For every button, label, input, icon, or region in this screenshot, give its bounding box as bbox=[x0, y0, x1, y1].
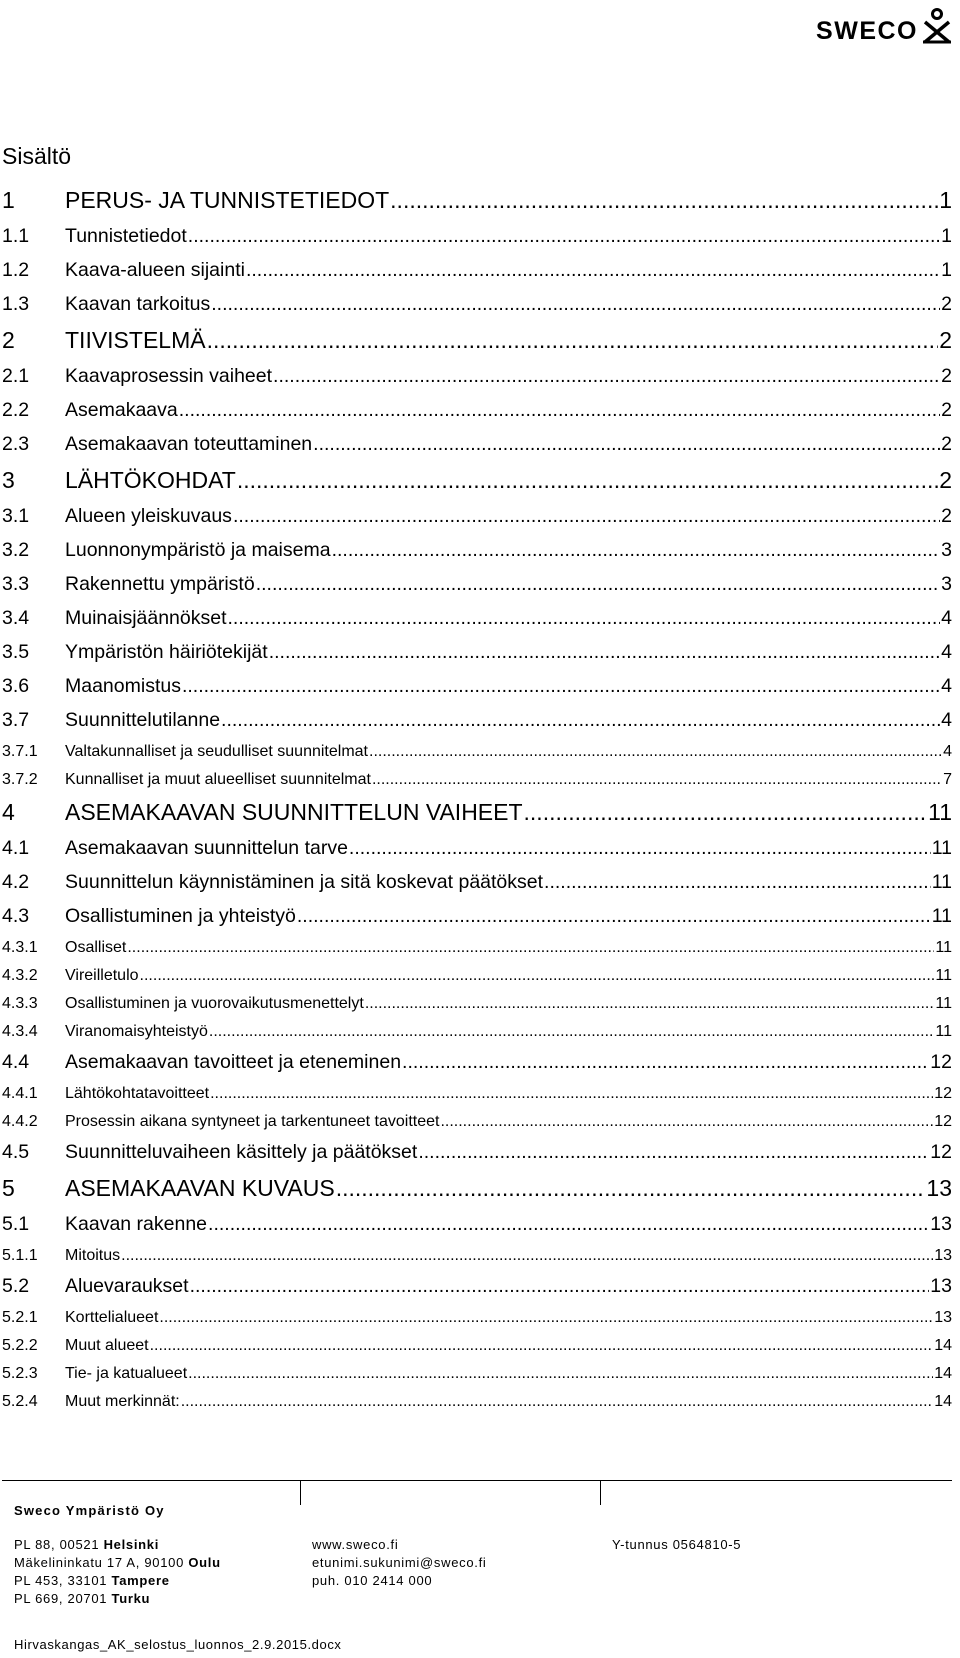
toc-entry-page: 11 bbox=[931, 905, 952, 927]
toc-leader-dots bbox=[150, 1337, 934, 1355]
toc-entry-label: Kaavan tarkoitus bbox=[65, 293, 211, 315]
toc-title: Sisältö bbox=[2, 143, 72, 169]
toc-entry-label: Suunnittelun käynnistäminen ja sitä koskevat päätökset bbox=[65, 871, 544, 893]
toc-entry-number: 5.2 bbox=[2, 1275, 30, 1297]
toc-entry-page: 12 bbox=[930, 1141, 952, 1163]
toc-entry-label: Viranomaisyhteistyö bbox=[65, 1023, 208, 1040]
toc-leader-dots bbox=[182, 675, 940, 698]
toc-entry[interactable] bbox=[2, 505, 952, 539]
footer-phone: puh. 010 2414 000 bbox=[312, 1573, 433, 1588]
footer-divider bbox=[2, 1480, 952, 1481]
toc-entry-number: 3.7.1 bbox=[2, 743, 38, 760]
toc-leader-dots bbox=[336, 1175, 926, 1202]
toc-entry-label: Luonnonympäristö ja maisema bbox=[65, 539, 331, 561]
sweco-logo bbox=[816, 8, 952, 44]
toc-entry[interactable] bbox=[2, 399, 952, 433]
toc-leader-dots bbox=[233, 505, 940, 528]
toc-entry-page: 14 bbox=[934, 1337, 952, 1354]
footer-address: Mäkelininkatu 17 A, 90100 Oulu bbox=[14, 1555, 221, 1570]
toc-entry-page: 12 bbox=[934, 1113, 952, 1130]
toc-entry[interactable] bbox=[2, 1141, 952, 1175]
toc-entry[interactable] bbox=[2, 1393, 952, 1421]
toc-entry-number: 3.2 bbox=[2, 539, 30, 561]
toc-entry-label: PERUS- JA TUNNISTETIEDOT bbox=[65, 187, 390, 213]
toc-entry-page: 2 bbox=[941, 399, 952, 421]
toc-entry-label: ASEMAKAAVAN KUVAUS bbox=[65, 1175, 335, 1201]
footer-company-name: Sweco Ympäristö Oy bbox=[14, 1503, 165, 1518]
logo-text: SWECO bbox=[816, 17, 918, 45]
toc-entry-number: 2.2 bbox=[2, 399, 30, 421]
toc-entry-page: 4 bbox=[941, 607, 952, 629]
toc-leader-dots bbox=[313, 433, 940, 456]
toc-entry-page: 11 bbox=[935, 1023, 952, 1040]
footer-email: etunimi.sukunimi@sweco.fi bbox=[312, 1555, 487, 1570]
toc-entry-number: 1 bbox=[2, 187, 15, 213]
toc-entry[interactable] bbox=[2, 187, 952, 225]
toc-leader-dots bbox=[188, 1365, 933, 1383]
toc-entry-number: 4.5 bbox=[2, 1141, 30, 1163]
toc-entry-label: LÄHTÖKOHDAT bbox=[65, 467, 236, 493]
toc-entry-number: 3.7 bbox=[2, 709, 30, 731]
toc-entry[interactable] bbox=[2, 293, 952, 327]
toc-entry-page: 13 bbox=[926, 1175, 952, 1201]
toc-entry-number: 2 bbox=[2, 327, 15, 353]
toc-entry-number: 5.2.1 bbox=[2, 1309, 38, 1326]
footer-business-id: Y-tunnus 0564810-5 bbox=[612, 1537, 742, 1552]
toc-entry-label: Muut alueet bbox=[65, 1337, 149, 1354]
toc-entry-number: 5.2.2 bbox=[2, 1337, 38, 1354]
toc-leader-dots bbox=[211, 293, 940, 316]
toc-entry-page: 11 bbox=[928, 799, 952, 825]
toc-entry-page: 2 bbox=[941, 365, 952, 387]
toc-entry-number: 4.3.3 bbox=[2, 995, 38, 1012]
toc-entry-page: 13 bbox=[930, 1275, 952, 1297]
toc-entry[interactable] bbox=[2, 837, 952, 871]
toc-leader-dots bbox=[365, 995, 935, 1013]
toc-entry-label: Osalliset bbox=[65, 939, 127, 956]
toc-entry-page: 4 bbox=[941, 675, 952, 697]
toc-entry-label: Maanomistus bbox=[65, 675, 181, 697]
toc-entry-label: Osallistuminen ja vuorovaikutusmenettelyt bbox=[65, 995, 364, 1012]
toc-entry[interactable] bbox=[2, 1213, 952, 1247]
footer-contact bbox=[312, 1536, 486, 1590]
toc-entry-page: 13 bbox=[934, 1247, 952, 1264]
toc-entry-number: 5.1.1 bbox=[2, 1247, 38, 1264]
toc-leader-dots bbox=[207, 327, 939, 354]
toc-entry[interactable] bbox=[2, 607, 952, 641]
toc-entry-number: 4.3 bbox=[2, 905, 30, 927]
toc-entry[interactable] bbox=[2, 467, 952, 505]
footer-filename: Hirvaskangas_AK_selostus_luonnos_2.9.2015.docx bbox=[14, 1637, 342, 1652]
toc-leader-dots bbox=[440, 1113, 933, 1131]
toc-entry-label: Muut merkinnät: bbox=[65, 1393, 180, 1410]
toc-entry-page: 11 bbox=[935, 939, 952, 956]
toc-entry-number: 1.2 bbox=[2, 259, 30, 281]
toc-entry-number: 4.3.2 bbox=[2, 967, 38, 984]
toc-entry-label: Muinaisjäännökset bbox=[65, 607, 227, 629]
toc-entry-number: 5.2.4 bbox=[2, 1393, 38, 1410]
toc-entry-number: 1.1 bbox=[2, 225, 30, 247]
toc-entry-label: Asemakaavan toteuttaminen bbox=[65, 433, 313, 455]
toc-entry-page: 1 bbox=[939, 187, 952, 213]
toc-leader-dots bbox=[210, 1085, 933, 1103]
toc-entry[interactable] bbox=[2, 1309, 952, 1337]
toc-leader-dots bbox=[402, 1051, 929, 1074]
toc-entry[interactable] bbox=[2, 539, 952, 573]
toc-entry-page: 3 bbox=[941, 539, 952, 561]
toc-entry-label: Valtakunnalliset ja seudulliset suunnitelmat bbox=[65, 743, 368, 760]
toc-entry-page: 12 bbox=[934, 1085, 952, 1102]
toc-entry-page: 4 bbox=[941, 709, 952, 731]
toc-entry-label: ASEMAKAAVAN SUUNNITTELUN VAIHEET bbox=[65, 799, 523, 825]
toc-entry-page: 11 bbox=[931, 871, 952, 893]
toc-leader-dots bbox=[544, 871, 931, 894]
toc-leader-dots bbox=[159, 1309, 933, 1327]
toc-entry[interactable] bbox=[2, 573, 952, 607]
toc-entry[interactable] bbox=[2, 967, 952, 995]
toc-entry-page: 13 bbox=[934, 1309, 952, 1326]
toc-entry-number: 4.1 bbox=[2, 837, 30, 859]
toc-entry-page: 2 bbox=[939, 327, 952, 353]
toc-entry[interactable] bbox=[2, 799, 952, 837]
toc-entry[interactable] bbox=[2, 995, 952, 1023]
toc-entry-label: Aluevaraukset bbox=[65, 1275, 189, 1297]
toc-entry-number: 2.1 bbox=[2, 365, 30, 387]
toc-entry-number: 3.3 bbox=[2, 573, 30, 595]
toc-entry[interactable] bbox=[2, 709, 952, 743]
toc-entry[interactable] bbox=[2, 1175, 952, 1213]
toc-entry-number: 3.1 bbox=[2, 505, 30, 527]
toc-leader-dots bbox=[121, 1247, 933, 1265]
toc-entry-number: 2.3 bbox=[2, 433, 30, 455]
toc-entry[interactable] bbox=[2, 1365, 952, 1393]
toc-entry-number: 5.1 bbox=[2, 1213, 30, 1235]
toc-leader-dots bbox=[390, 187, 938, 214]
toc-leader-dots bbox=[273, 365, 940, 388]
toc-entry-label: Suunnitteluvaiheen käsittely ja päätökset bbox=[65, 1141, 418, 1163]
toc-leader-dots bbox=[237, 467, 938, 494]
toc-leader-dots bbox=[418, 1141, 929, 1164]
footer-address: PL 88, 00521 Helsinki bbox=[14, 1537, 160, 1552]
toc-entry-number: 3.7.2 bbox=[2, 771, 38, 788]
toc-entry[interactable] bbox=[2, 743, 952, 771]
toc-entry-label: Alueen yleiskuvaus bbox=[65, 505, 232, 527]
toc-entry[interactable] bbox=[2, 225, 952, 259]
toc-entry-label: Ympäristön häiriötekijät bbox=[65, 641, 268, 663]
toc-entry[interactable] bbox=[2, 1337, 952, 1365]
toc-entry-page: 2 bbox=[941, 433, 952, 455]
toc-entry-label: Kunnalliset ja muut alueelliset suunnitelmat bbox=[65, 771, 371, 788]
toc-entry-number: 3.5 bbox=[2, 641, 30, 663]
toc-entry[interactable] bbox=[2, 905, 952, 939]
footer-divider-tick bbox=[600, 1480, 601, 1505]
toc-entry-number: 4.2 bbox=[2, 871, 30, 893]
footer-divider-tick bbox=[300, 1480, 301, 1505]
toc-entry-number: 1.3 bbox=[2, 293, 30, 315]
toc-entry[interactable] bbox=[2, 365, 952, 399]
toc-leader-dots bbox=[269, 641, 940, 664]
toc-entry[interactable] bbox=[2, 327, 952, 365]
toc-entry-page: 11 bbox=[935, 967, 952, 984]
toc-entry-page: 4 bbox=[943, 743, 952, 760]
toc-leader-dots bbox=[140, 967, 935, 985]
toc-entry-number: 5.2.3 bbox=[2, 1365, 38, 1382]
toc-leader-dots bbox=[208, 1213, 929, 1236]
toc-entry-page: 1 bbox=[941, 259, 952, 281]
toc-leader-dots bbox=[349, 837, 931, 860]
toc-entry[interactable] bbox=[2, 259, 952, 293]
toc-leader-dots bbox=[188, 225, 940, 248]
footer-address: PL 669, 20701 Turku bbox=[14, 1591, 151, 1606]
toc-entry-page: 11 bbox=[935, 995, 952, 1012]
toc-entry[interactable] bbox=[2, 939, 952, 967]
toc-entry-label: Mitoitus bbox=[65, 1247, 121, 1264]
toc-entry[interactable] bbox=[2, 1113, 952, 1141]
toc-entry[interactable] bbox=[2, 771, 952, 799]
toc-entry-page: 7 bbox=[943, 771, 952, 788]
toc-entry-page: 12 bbox=[930, 1051, 952, 1073]
toc-entry[interactable] bbox=[2, 1085, 952, 1113]
toc-entry[interactable] bbox=[2, 641, 952, 675]
footer-addresses bbox=[14, 1536, 221, 1608]
toc-entry-label: Kaava-alueen sijainti bbox=[65, 259, 245, 281]
toc-leader-dots bbox=[256, 573, 940, 596]
toc-entry-number: 5 bbox=[2, 1175, 15, 1201]
toc-entry-label: Prosessin aikana syntyneet ja tarkentuneet tavoitteet bbox=[65, 1113, 440, 1130]
table-of-contents bbox=[2, 187, 952, 1421]
toc-entry-number: 3.6 bbox=[2, 675, 30, 697]
toc-entry-label: Lähtökohtatavoitteet bbox=[65, 1085, 210, 1102]
toc-entry-label: Asemakaava bbox=[65, 399, 178, 421]
toc-entry[interactable] bbox=[2, 871, 952, 905]
toc-entry-label: Rakennettu ympäristö bbox=[65, 573, 255, 595]
toc-entry[interactable] bbox=[2, 1247, 952, 1275]
toc-leader-dots bbox=[181, 1393, 933, 1411]
toc-leader-dots bbox=[372, 771, 942, 789]
toc-entry[interactable] bbox=[2, 1023, 952, 1051]
toc-entry[interactable] bbox=[2, 1051, 952, 1085]
toc-entry-label: Asemakaavan tavoitteet ja eteneminen bbox=[65, 1051, 402, 1073]
toc-entry-page: 2 bbox=[941, 505, 952, 527]
toc-entry-label: Tie- ja katualueet bbox=[65, 1365, 188, 1382]
toc-leader-dots bbox=[179, 399, 940, 422]
toc-entry-number: 4.3.4 bbox=[2, 1023, 38, 1040]
toc-entry-number: 4.4 bbox=[2, 1051, 30, 1073]
toc-entry-page: 2 bbox=[939, 467, 952, 493]
toc-entry-label: Kaavan rakenne bbox=[65, 1213, 208, 1235]
toc-entry-label: Tunnistetiedot bbox=[65, 225, 187, 247]
toc-entry-label: Suunnittelutilanne bbox=[65, 709, 221, 731]
toc-entry-label: Vireilletulo bbox=[65, 967, 139, 984]
toc-entry-page: 2 bbox=[941, 293, 952, 315]
toc-entry-page: 14 bbox=[934, 1365, 952, 1382]
toc-leader-dots bbox=[297, 905, 931, 928]
toc-entry-page: 14 bbox=[934, 1393, 952, 1410]
toc-entry-number: 4.4.1 bbox=[2, 1085, 38, 1102]
toc-leader-dots bbox=[228, 607, 941, 630]
toc-leader-dots bbox=[524, 799, 928, 826]
toc-entry-page: 11 bbox=[931, 837, 952, 859]
toc-entry-label: Korttelialueet bbox=[65, 1309, 159, 1326]
toc-entry-label: Osallistuminen ja yhteistyö bbox=[65, 905, 296, 927]
toc-entry-label: TIIVISTELMÄ bbox=[65, 327, 206, 353]
toc-entry-label: Asemakaavan suunnittelun tarve bbox=[65, 837, 348, 859]
toc-entry-page: 3 bbox=[941, 573, 952, 595]
sweco-mark-icon bbox=[922, 8, 952, 44]
toc-entry-page: 1 bbox=[941, 225, 952, 247]
toc-entry[interactable] bbox=[2, 433, 952, 467]
toc-entry-label: Kaavaprosessin vaiheet bbox=[65, 365, 273, 387]
toc-entry[interactable] bbox=[2, 1275, 952, 1309]
toc-leader-dots bbox=[332, 539, 941, 562]
toc-leader-dots bbox=[209, 1023, 935, 1041]
toc-leader-dots bbox=[369, 743, 942, 761]
toc-leader-dots bbox=[221, 709, 940, 732]
footer-address: PL 453, 33101 Tampere bbox=[14, 1573, 170, 1588]
toc-entry-page: 13 bbox=[930, 1213, 952, 1235]
toc-entry-number: 4.3.1 bbox=[2, 939, 38, 956]
toc-entry-number: 3 bbox=[2, 467, 15, 493]
toc-leader-dots bbox=[190, 1275, 930, 1298]
toc-entry[interactable] bbox=[2, 675, 952, 709]
toc-entry-number: 4 bbox=[2, 799, 15, 825]
toc-entry-number: 4.4.2 bbox=[2, 1113, 38, 1130]
footer-website: www.sweco.fi bbox=[312, 1537, 399, 1552]
toc-leader-dots bbox=[127, 939, 934, 957]
toc-leader-dots bbox=[246, 259, 940, 282]
toc-entry-page: 4 bbox=[941, 641, 952, 663]
toc-entry-number: 3.4 bbox=[2, 607, 30, 629]
